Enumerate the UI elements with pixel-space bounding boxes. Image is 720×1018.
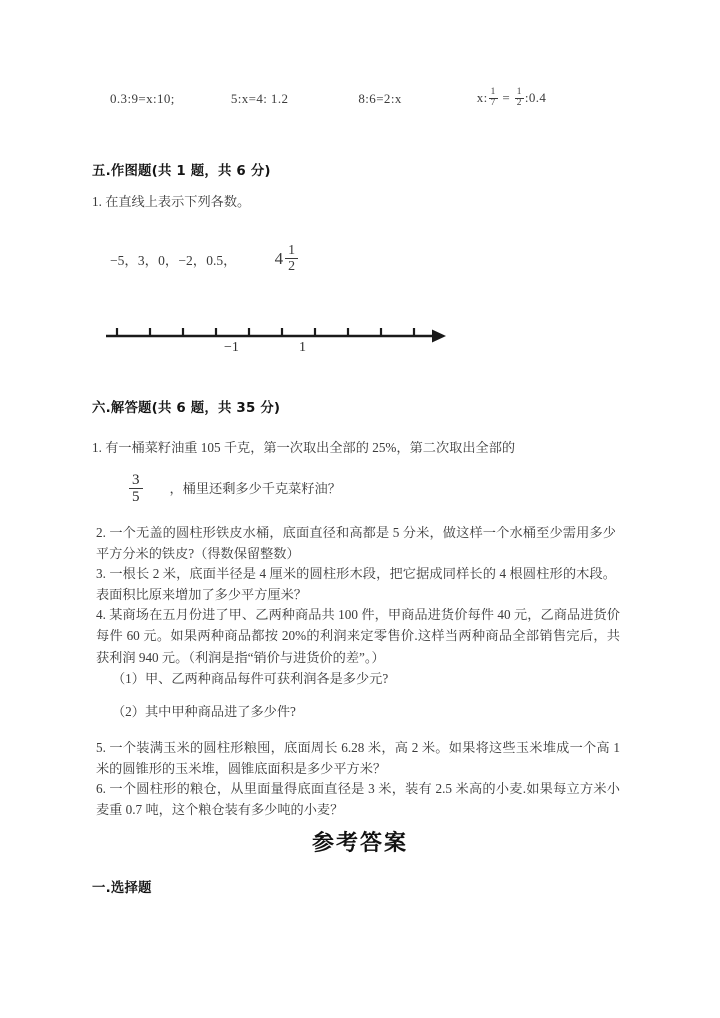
proportion-item-4-prefix: x: <box>476 89 488 105</box>
section-five-number-list <box>110 243 299 274</box>
proportion-item-2: 5:x=4: 1.2 <box>230 90 289 106</box>
section-six-question-4: 4. 某商场在五月份进了甲、乙两种商品共 100 件，甲商品进货价每件 40 元，乙商品进货价每件 60 元。如果两种商品都按 20%的利润来定零售价.这样当两种商品全部销售完后，共获利润 940 元。（利润是指“销价与进货价的差”。） <box>96 607 620 665</box>
number-line-svg <box>100 318 450 358</box>
fraction-denominator: 7 <box>490 97 496 108</box>
fraction-numerator: 1 <box>288 242 296 258</box>
section-six-question-4-sub-2: （2）其中甲种商品进了多少件? <box>112 704 296 719</box>
number-line-figure <box>100 318 450 368</box>
section-six-question-1-line-2 <box>128 472 341 505</box>
section-six-question-2: 2. 一个无盖的圆柱形铁皮水桶，底面直径和高都是 5 分米，做这样一个水桶至少需用多少平方分米的铁皮?（得数保留整数） <box>96 525 616 562</box>
proportion-exercise-row <box>110 89 546 109</box>
fraction-one-seventh <box>489 88 498 108</box>
proportion-item-1: 0.3:9=x:10; <box>110 90 175 106</box>
section-five-title: 五.作图题(共 1 题，共 6 分) <box>92 164 271 179</box>
fraction-three-fifths <box>129 472 143 505</box>
number-list-text: −5，3，0，−2，0.5， <box>110 252 237 268</box>
section-six-question-6: 6. 一个圆柱形的粮仓，从里面量得底面直径是 3 米，装有 2.5 米高的小麦.如果每立方米小麦重 0.7 吨，这个粮仓装有多少吨的小麦？ <box>96 781 620 818</box>
mixed-number-four-and-half <box>275 243 299 274</box>
mixed-number-whole: 4 <box>274 248 284 268</box>
fraction-denominator: 2 <box>516 97 522 108</box>
fraction-denominator: 5 <box>129 488 143 505</box>
mixed-number-fraction <box>285 243 298 274</box>
number-line-label-one: 1 <box>299 340 306 355</box>
section-six-question-3: 3. 一根长 2 米，底面半径是 4 厘米的圆柱形木段，把它据成同样长的 4 根圆柱形的木段。表面积比原来增加了多少平方厘米？ <box>96 566 616 603</box>
section-six-question-4-sub-1: （1）甲、乙两种商品每件可获利润各是多少元? <box>112 671 389 686</box>
section-five-question-1: 1. 在直线上表示下列各数。 <box>92 194 251 209</box>
proportion-item-3: 8:6=2:x <box>358 90 402 106</box>
fraction-denominator: 2 <box>285 258 298 274</box>
proportion-item-4 <box>477 89 547 109</box>
answers-heading: 参考答案 <box>311 831 408 856</box>
section-six-question-1-tail: ，桶里还剩多少千克菜籽油？ <box>169 480 341 496</box>
section-six-question-1-line-1: 1. 有一桶菜籽油重 105 千克，第一次取出全部的 25%，第二次取出全部的 <box>92 440 516 455</box>
section-six-title: 六.解答题(共 6 题，共 35 分) <box>92 401 281 416</box>
proportion-item-4-suffix: :0.4 <box>524 89 547 105</box>
fraction-numerator: 1 <box>490 87 496 98</box>
number-line-label-negative-one: −1 <box>224 340 239 355</box>
answers-section-one-title: 一.选择题 <box>92 881 152 896</box>
number-line-arrowhead <box>432 330 446 343</box>
proportion-item-4-equals: = <box>502 89 511 105</box>
fraction-numerator: 1 <box>516 87 522 98</box>
section-six-question-5: 5. 一个装满玉米的圆柱形粮囤，底面周长 6.28 米，高 2 米。如果将这些玉米堆成一个高 1 米的圆锥形的玉米堆，圆锥底面积是多少平方米？ <box>96 740 620 777</box>
fraction-one-half <box>515 88 524 108</box>
fraction-numerator: 3 <box>132 471 140 488</box>
